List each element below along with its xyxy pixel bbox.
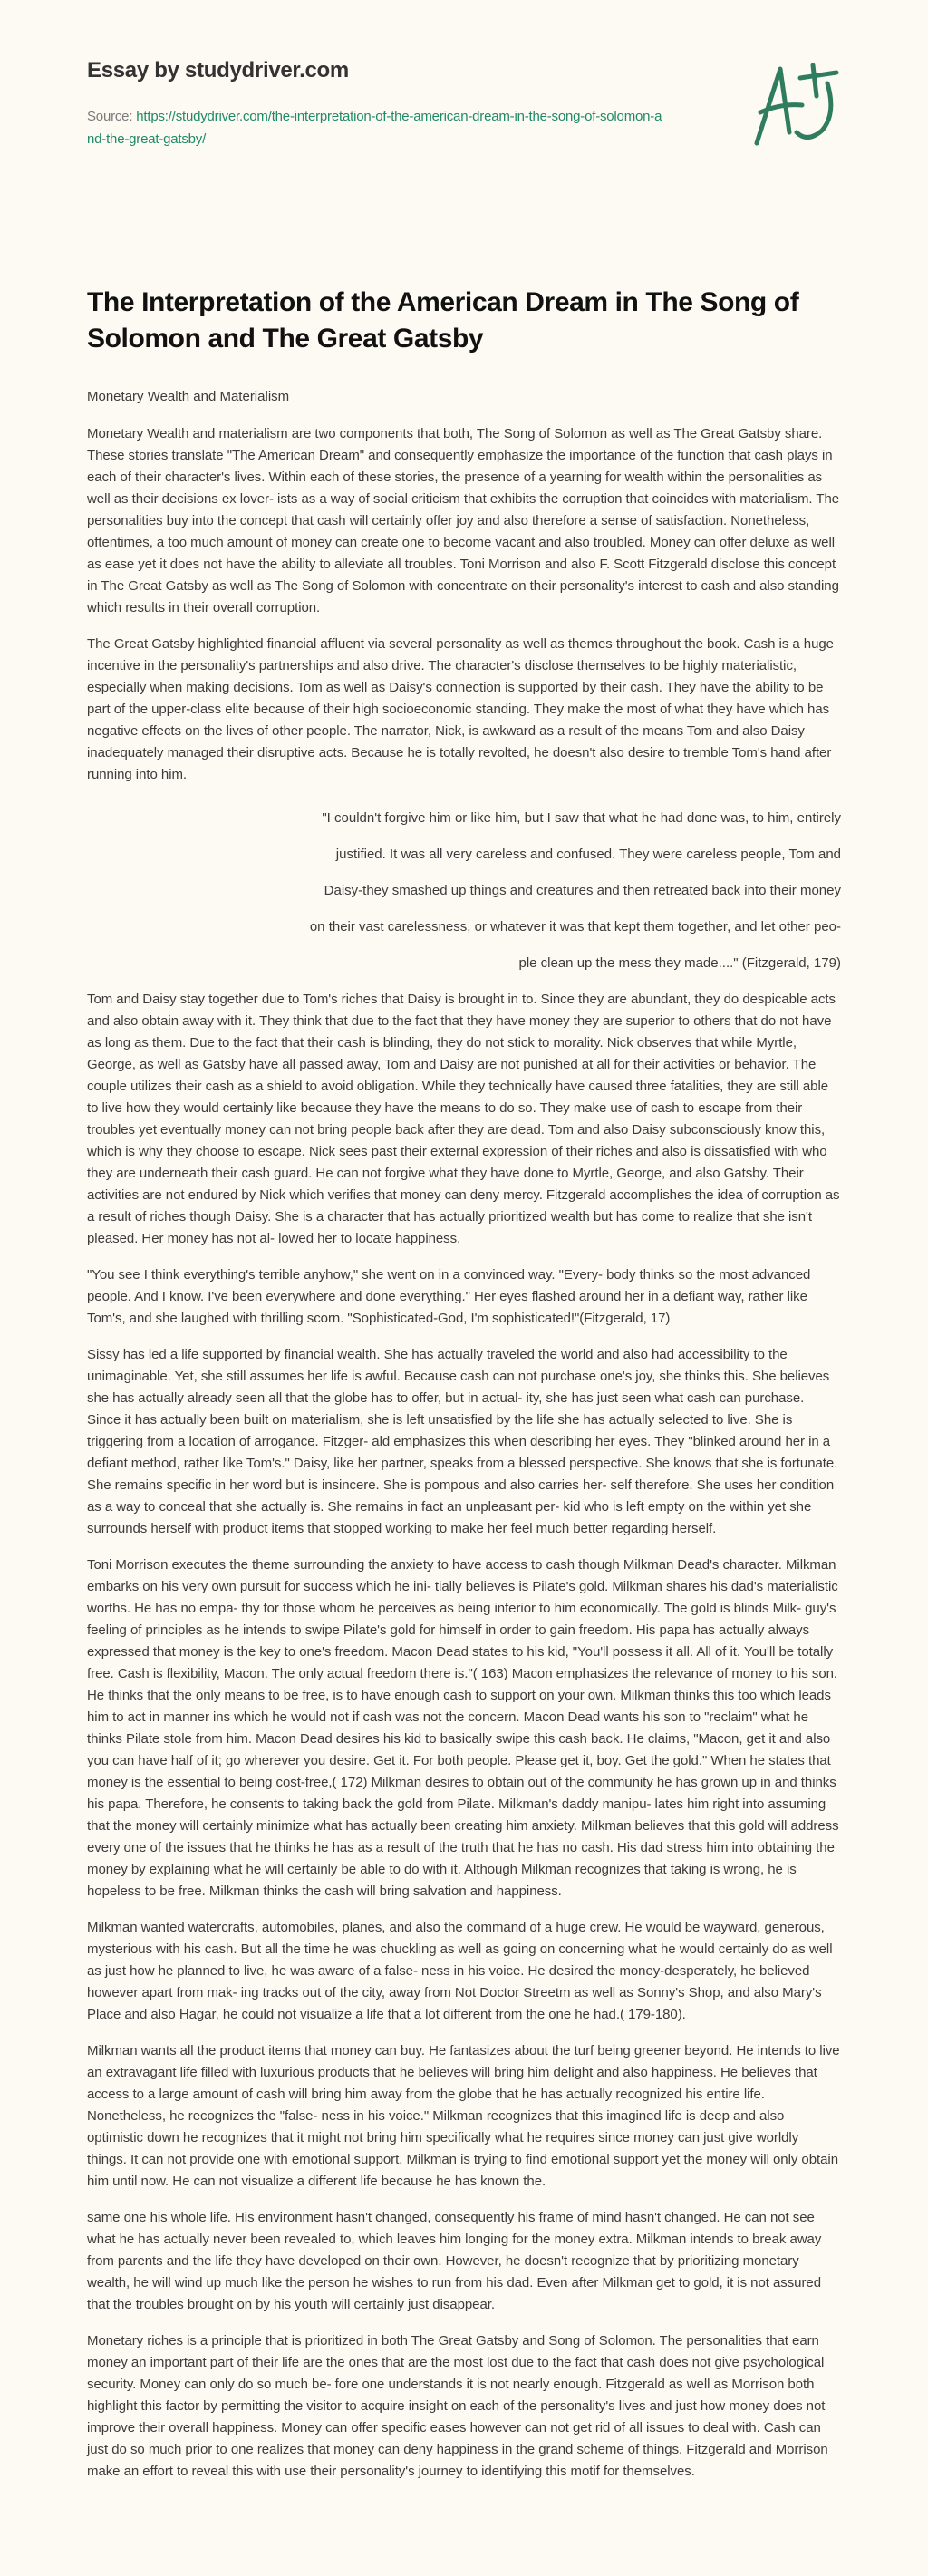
essay-body (87, 423, 841, 786)
a-plus-logo-icon (749, 60, 840, 150)
quote-line: on their vast carelessness, or whatever it was that kept them together, and let other peo- (309, 919, 841, 935)
source-line (87, 105, 667, 150)
paragraph: Tom and Daisy stay together due to Tom's riches that Daisy is brought in to. Since they are abundant, they do despicable acts and also obtain away with it. They think that due to the fact that they have money they are superior to others that do not have as long as them. Due to the fact that their cash is blinding, they do not stick to morality. Nick observes that while Myrtle, George, as well as Gatsby have all passed away, Tom and Daisy are not punished at all for their activities or behavior. The couple utilizes their cash as a shield to avoid obligation. While they technically have caused three fatalities, they are still able to live how they would certainly like because they have the means to do so. They make use of cash to escape from their troubles yet eventually money can not bring people back after they are dead. Tom and also Daisy subconsciously know this, which is why they choose to escape. Nick sees past their external expression of their riches and also is dissatisfied with who they are underneath their cash guard. He can not forgive what they have done to Myrtle, George, and also Gatsby. Their activities are not endured by Nick which verifies that money can deny mercy. Fitzgerald accomplishes the idea of corruption as a result of riches though Daisy. She is a character that has actually prioritized wealth but has come to realize that she isn't pleased. Her money has not al- lowed her to locate happiness. (87, 992, 840, 1246)
source-link[interactable]: https://studydriver.com/the-interpretation-of-the-american-dream-in-the-song-of-solomon-and-the-great-gatsby/ (87, 109, 662, 147)
paragraph: Sissy has led a life supported by financial wealth. She has actually traveled the world and also had accessibility to the unimaginable. Yet, she still assumes her life is awful. Because cash can not purchase one's joy, she thinks this. She believes she has actually already seen all that the globe has to offer, but in actual- ity, she has just seen what cash can purchase. Since it has actually been built on materialism, she is left unsatisfied by the life she has actually selected to live. She is triggering from a location of arrogance. Fitzger- ald emphasizes this when describing her eyes. They "blinked around her in a defiant method, rather like Tom's." Daisy, like her partner, speaks from a blessed perspective. She knows that she is fortunate. She remains specific in her word but is insincere. She is pompous and also carries her- self therefore. She uses her condition as a way to conceal that she actually is. She remains in fact an unpleasant per- kid who is left empty on the within yet she surrounds herself with product items that stopped working to make her feel much better regarding herself. (87, 1347, 838, 1536)
essay-subtitle: Monetary Wealth and Materialism (87, 389, 290, 404)
paragraph: Milkman wants all the product items that money can buy. He fantasizes about the turf being greener beyond. He intends to live an extravagant life filled with luxurious products that he believes will bring him delight and also happiness. He believes that access to a large amount of cash will bring him away from the globe that he has actually recognized his entire life. Nonetheless, he recognizes the "false- ness in his voice." Milkman recognizes that this imagined life is deep and also optimistic down he recognizes that it might not bring him specifically what he requires since money can just give worldly things. It can not provide one with emotional support. Milkman is trying to find emotional support yet the money will only obtain him until now. He can not visualize a different life because he has known the. (87, 2043, 840, 2189)
quote-line: ple clean up the mess they made...." (Fitzgerald, 179) (518, 955, 841, 971)
page-header (87, 0, 841, 210)
site-brand: Essay by studydriver.com (87, 58, 349, 82)
paragraph: Monetary riches is a principle that is prioritized in both The Great Gatsby and Song of Solomon. The personalities that earn money an important part of their life are the ones that are the most lost due to the fact that cash does not give psychological security. Money can only do so much be- fore one understands it is not nearly enough. Fitzgerald as well as Morrison both highlight this factor by permitting the visitor to acquire insight on each of the personality's lives and just how money does not improve their overall happiness. Money can offer specific eases however can not get rid of all issues to deal with. Cash can just do so much prior to one realizes that money can deny happiness in the grand scheme of things. Fitzgerald and Morrison make an effort to reveal this with use their personality's journey to identifying this motif for themselves. (87, 2333, 828, 2479)
source-label: Source: (87, 109, 137, 124)
paragraph: The Great Gatsby highlighted financial affluent via several personality as well as themes throughout the book. Cash is a huge incentive in the personality's partnerships and also drive. The character's disclose themselves to be highly materialistic, especially when making decisions. Tom as well as Daisy's connection is supported by their cash. They have the ability to be part of the upper-class elite because of their high socioeconomic standing. They make the most of what they have which has negative effects on the lives of other people. The narrator, Nick, is awkward as a result of the means Tom and also Daisy inadequately managed their disruptive acts. Because he is totally revolted, he doesn't also desire to tremble Tom's hand after running into him. (87, 636, 834, 782)
quote-line: justified. It was all very careless and confused. They were careless people, Tom and (335, 847, 841, 862)
paragraph: Monetary Wealth and materialism are two components that both, The Song of Solomon as well as The Great Gatsby share. These stories translate "The American Dream" and consequently emphasize the importance of the function that cash plays in each of their character's lives. Within each of these stories, the presence of a yearning for wealth within the personalities as well as their decisions ex lover- ists as a way of social criticism that exhibits the corruption that coincides with materialism. The personalities buy into the concept that cash will certainly offer joy and also therefore a sense of satisfaction. Nonetheless, oftentimes, a too much amount of money can create one to become vacant and also troubled. Money can offer deluxe as well as ease yet it does not have the ability to alleviate all troubles. Toni Morrison and also F. Scott Fitzgerald disclose this concept in The Great Gatsby as well as The Song of Solomon with concentrate on their personality's interest to cash and also standing which results in their overall corruption. (87, 426, 840, 615)
paragraph: Milkman wanted watercrafts, automobiles, planes, and also the command of a huge crew. He would be wayward, generous, mysterious with his cash. But all the time he was chuckling as well as going on concerning what he would certainly do as well as just how he planned to live, he was aware of a false- ness in his voice. He desired the money-desperately, he believed however apart from mak- ing tracks out of the city, away from Not Doctor Streetm as well as Sonny's Shop, and also Mary's Place and also Hagar, he could not visualize a life that a lot different from the one he had.( 179-180). (87, 1920, 833, 2022)
paragraph: Toni Morrison executes the theme surrounding the anxiety to have access to cash though Milkman Dead's character. Milkman embarks on his very own pursuit for success which he ini- tially believes is Pilate's gold. Milkman shares his dad's materialistic worths. He has no empa- thy for those whom he perceives as being inferior to him economically. The gold is blinds Milk- guy's feeling of principles as he intends to swipe Pilate's gold for himself in order to gain freedom. His papa has actually always expressed that money is the key to one's freedom. Macon Dead states to his kid, "You'll possess it all. All of it. You'll be totally free. Cash is flexibility, Macon. The only actual freedom there is."( 163) Macon emphasizes the relevance of money to his son. He thinks that the only means to be free, is to have enough cash to support on your own. Milkman thinks this too which leads him to act in manner ins which he would not if cash was not the concern. Macon Dead wants his son to "reclaim" what he thinks Pilate stole from him. Macon Dead desires his kid to basically swipe this cash back. He claims, "Macon, get it and also you can have half of it; go wherever you desire. Get it. For both people. Please get it, boy. Get the gold." When he states that money is the essential to being cost-free,( 172) Milkman desires to obtain out of the community he has grown up in and thinks his papa. Therefore, he consents to taking back the gold from Pilate. Milkman's daddy manipu- lates him right into assuming that the money will certainly minimize what has actually been creating him anxiety. Milkman believes that this gold will address every one of the issues that he thinks he has as a result of the truth that he has no cash. His dad stress him into obtaining the money by explaining what he will certainly be able to do with it. Although Milkman recognizes that taking is wrong, he is hopeless to be free. Milkman thinks the cash will bring salvation and happiness. (87, 1557, 839, 1899)
block-quote (279, 800, 841, 982)
essay-title: The Interpretation of the American Dream in The Song of Solomon and The Great Gatsby (87, 287, 799, 353)
essay-body-continued (87, 989, 841, 2483)
paragraph: same one his whole life. His environment hasn't changed, consequently his frame of mind hasn't changed. He can not see what he has actually never been revealed to, which leaves him longing for the money extra. Milkman intends to break away from parents and the life they have developed on their own. However, he doesn't recognize that by prioritizing monetary wealth, he will wind up much like the person he wishes to run from his dad. Even after Milkman get to gold, it is not assured that the troubles brought on by his youth will certainly just disappear. (87, 2210, 822, 2312)
paragraph: "You see I think everything's terrible anyhow," she went on in a convinced way. "Every- body thinks so the most advanced people. And I know. I've been everywhere and done everything." Her eyes flashed around her in a defiant way, rather like Tom's, and she laughed with thrilling scorn. "Sophisticated-God, I'm sophisticated!"(Fitzgerald, 17) (87, 1267, 811, 1326)
quote-line: "I couldn't forgive him or like him, but I saw that what he had done was, to him, entirely (322, 810, 841, 826)
quote-line: Daisy-they smashed up things and creatures and then retreated back into their money (324, 883, 841, 898)
